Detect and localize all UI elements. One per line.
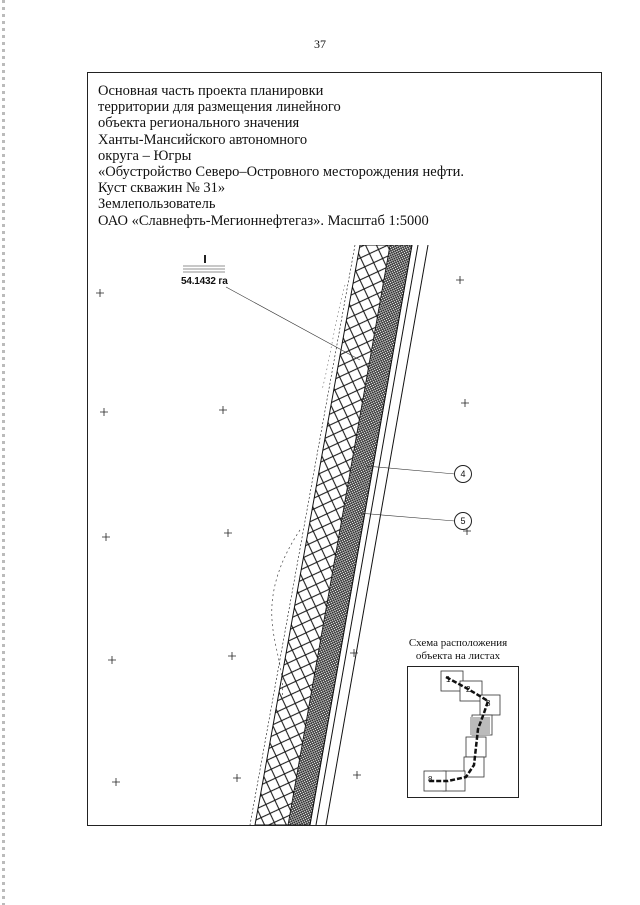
- sheet-label: 8: [428, 775, 433, 784]
- leader-line-area: [226, 287, 360, 360]
- title-line: Ханты-Мансийского автономного: [98, 131, 308, 148]
- title-line: ОАО «Славнефть-Мегионнефтегаз». Масштаб 1:5000: [98, 212, 429, 229]
- scheme-title-line: объекта на листах: [415, 650, 501, 662]
- scheme-title: [388, 637, 528, 663]
- leader-line-5: [358, 513, 455, 521]
- callout-5: 5: [454, 512, 472, 530]
- page-number: 37: [314, 37, 326, 51]
- sheet-layout-scheme: [407, 666, 519, 798]
- callout-4: 4: [454, 465, 472, 483]
- sheet-label: 3: [486, 699, 491, 708]
- title-line: Куст скважин № 31»: [98, 180, 226, 197]
- title-line: объекта регионального значения: [98, 115, 300, 132]
- area-value-label: 54.1432 га: [181, 276, 228, 287]
- sheet-layout-diagram: [408, 667, 520, 799]
- leader-line-4: [366, 466, 455, 474]
- title-line: Землепользователь: [98, 196, 216, 213]
- sheet-label: 1: [446, 675, 451, 684]
- title-line: территории для размещения линейного: [98, 99, 341, 116]
- scheme-title-line: Схема расположения: [408, 637, 508, 649]
- title-line: Основная часть проекта планировки: [98, 83, 324, 99]
- sheet-label: 2: [466, 685, 471, 694]
- area-label-block: [183, 255, 225, 272]
- title-line: «Обустройство Северо–Островного месторождения нефти.: [98, 164, 464, 181]
- title-line: округа – Югры: [98, 147, 192, 164]
